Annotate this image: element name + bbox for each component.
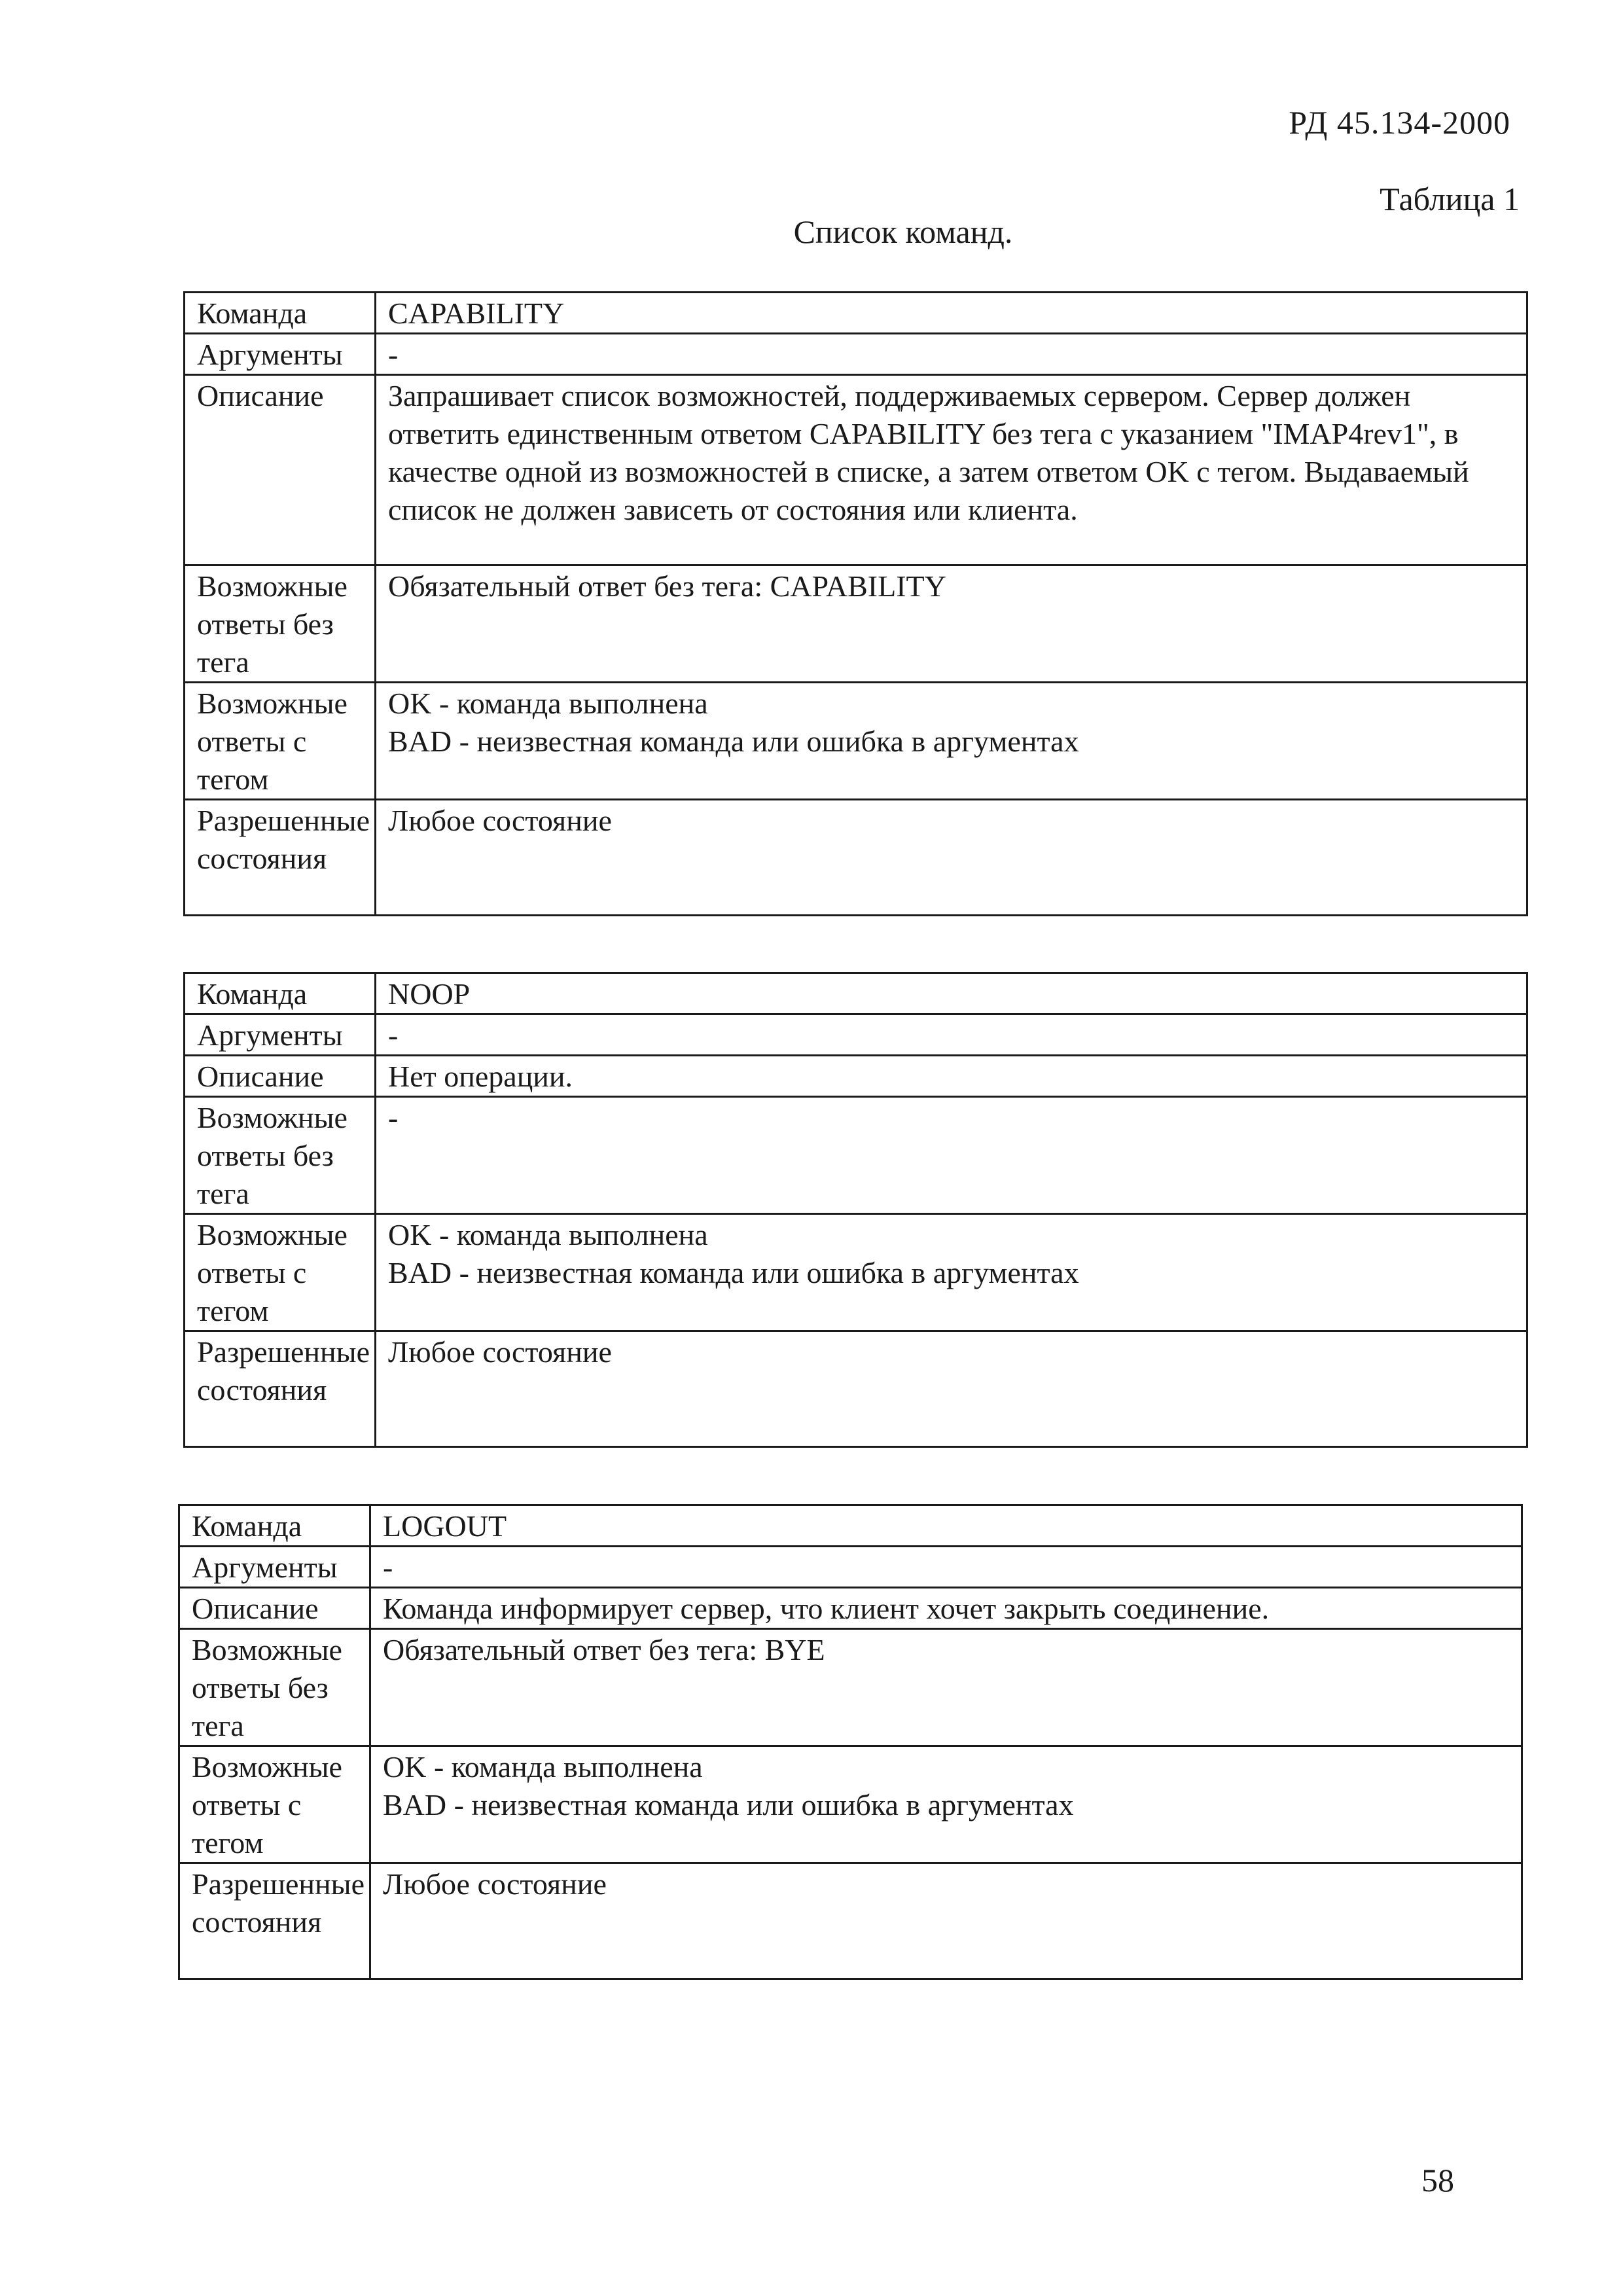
table-row — [185, 334, 1527, 375]
row-label: Возможные ответы без тега — [185, 565, 376, 683]
table-row — [185, 1331, 1527, 1447]
row-value: Любое состояние — [370, 1863, 1522, 1979]
row-value: - — [376, 334, 1527, 375]
row-label: Описание — [179, 1588, 370, 1629]
table-row — [179, 1746, 1522, 1863]
row-value: Любое состояние — [376, 800, 1527, 916]
row-label: Разрешенные состояния — [179, 1863, 370, 1979]
command-table-logout — [178, 1504, 1523, 1980]
row-value: NOOP — [376, 973, 1527, 1014]
table-row — [185, 293, 1527, 334]
row-label: Разрешенные состояния — [185, 1331, 376, 1447]
row-label: Команда — [185, 293, 376, 334]
table-row — [185, 1097, 1527, 1214]
row-label: Разрешенные состояния — [185, 800, 376, 916]
row-value: Команда информирует сервер, что клиент хочет закрыть соединение. — [370, 1588, 1522, 1629]
row-label: Аргументы — [179, 1547, 370, 1588]
row-value: Нет операции. — [376, 1056, 1527, 1097]
table-title: Список команд. — [793, 213, 1013, 250]
table-row — [185, 1214, 1527, 1331]
row-value: Любое состояние — [376, 1331, 1527, 1447]
table-row — [185, 565, 1527, 683]
row-label: Возможные ответы с тегом — [185, 683, 376, 800]
table-row — [179, 1588, 1522, 1629]
table-row — [185, 375, 1527, 565]
row-label: Возможные ответы без тега — [179, 1629, 370, 1746]
table-row — [185, 800, 1527, 916]
row-label: Возможные ответы без тега — [185, 1097, 376, 1214]
row-label: Команда — [179, 1505, 370, 1547]
page-number: 58 — [1421, 2162, 1454, 2198]
row-value: Обязательный ответ без тега: BYE — [370, 1629, 1522, 1746]
row-value: - — [376, 1014, 1527, 1056]
row-label: Описание — [185, 375, 376, 565]
table-row — [179, 1863, 1522, 1979]
table-row — [185, 1014, 1527, 1056]
row-value: OK - команда выполнена BAD - неизвестная команда или ошибка в аргументах — [376, 683, 1527, 800]
row-value: - — [370, 1547, 1522, 1588]
row-value: Обязательный ответ без тега: CAPABILITY — [376, 565, 1527, 683]
table-row — [185, 1056, 1527, 1097]
table-row — [185, 683, 1527, 800]
row-value: OK - команда выполнена BAD - неизвестная команда или ошибка в аргументах — [370, 1746, 1522, 1863]
table-row — [185, 973, 1527, 1014]
row-label: Аргументы — [185, 1014, 376, 1056]
row-label: Возможные ответы с тегом — [179, 1746, 370, 1863]
row-value: - — [376, 1097, 1527, 1214]
row-label: Возможные ответы с тегом — [185, 1214, 376, 1331]
command-table-capability — [183, 291, 1528, 916]
table-row — [179, 1505, 1522, 1547]
row-label: Аргументы — [185, 334, 376, 375]
row-value: Запрашивает список возможностей, поддерживаемых сервером. Сервер должен ответить единственным ответом CAPABILITY без тега с указанием "IMAP4rev1", в качестве одной из возможностей в списке, а затем ответом OK с тегом. Выдаваемый список не должен зависеть от состояния или клиента. — [376, 375, 1527, 565]
row-label: Команда — [185, 973, 376, 1014]
row-value: LOGOUT — [370, 1505, 1522, 1547]
table-row — [179, 1547, 1522, 1588]
row-value: CAPABILITY — [376, 293, 1527, 334]
command-table-noop — [183, 972, 1528, 1448]
table-row — [179, 1629, 1522, 1746]
row-label: Описание — [185, 1056, 376, 1097]
row-value: OK - команда выполнена BAD - неизвестная команда или ошибка в аргументах — [376, 1214, 1527, 1331]
document-code: РД 45.134-2000 — [1289, 104, 1510, 141]
table-label: Таблица 1 — [1380, 181, 1520, 217]
